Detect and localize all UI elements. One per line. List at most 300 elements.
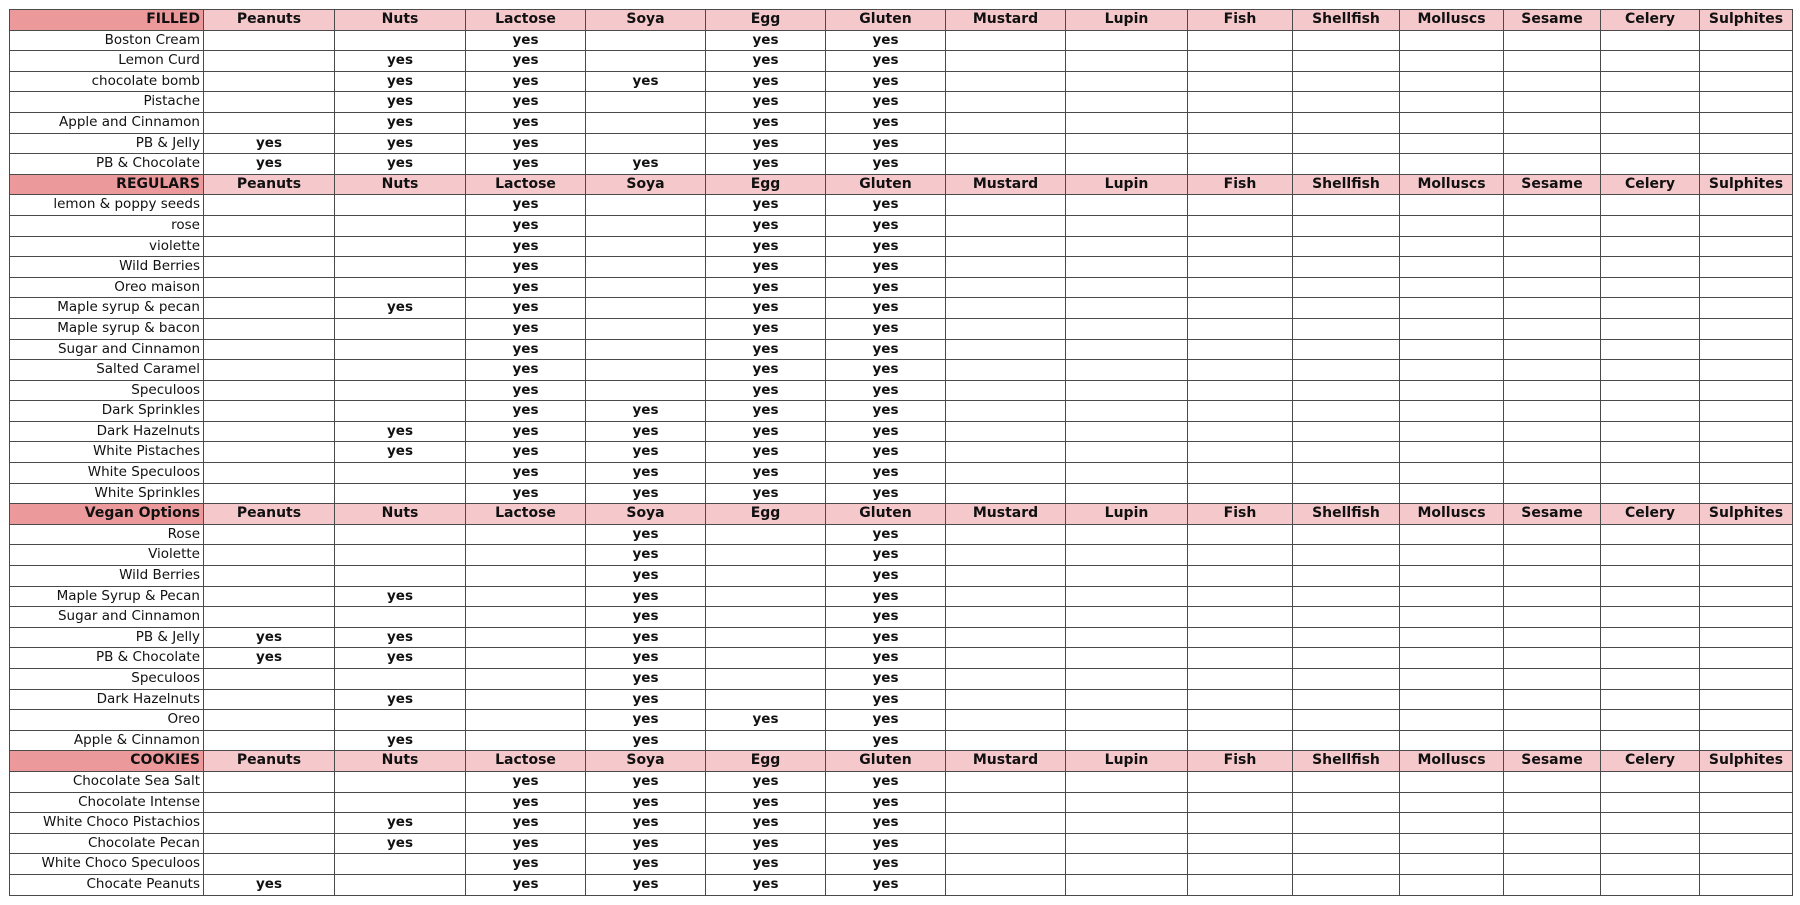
- allergen-cell-shellfish[interactable]: [1293, 339, 1400, 360]
- allergen-cell-nuts[interactable]: yes: [335, 586, 466, 607]
- allergen-cell-sesame[interactable]: [1504, 92, 1601, 113]
- allergen-cell-sesame[interactable]: [1504, 51, 1601, 72]
- allergen-cell-peanuts[interactable]: [204, 442, 335, 463]
- allergen-cell-sulphites[interactable]: [1700, 92, 1793, 113]
- item-name-cell[interactable]: PB & Chocolate: [10, 154, 204, 175]
- allergen-cell-lupin[interactable]: [1066, 833, 1188, 854]
- allergen-cell-shellfish[interactable]: [1293, 586, 1400, 607]
- allergen-cell-lactose[interactable]: yes: [466, 277, 586, 298]
- allergen-cell-lupin[interactable]: [1066, 813, 1188, 834]
- allergen-cell-gluten[interactable]: yes: [826, 483, 946, 504]
- allergen-cell-soya[interactable]: yes: [586, 607, 706, 628]
- allergen-cell-shellfish[interactable]: [1293, 195, 1400, 216]
- item-name-cell[interactable]: Wild Berries: [10, 257, 204, 278]
- item-name-cell[interactable]: White Pistaches: [10, 442, 204, 463]
- allergen-cell-sulphites[interactable]: [1700, 854, 1793, 875]
- allergen-cell-shellfish[interactable]: [1293, 30, 1400, 51]
- allergen-cell-soya[interactable]: yes: [586, 833, 706, 854]
- allergen-cell-mustard[interactable]: [946, 318, 1066, 339]
- allergen-cell-mustard[interactable]: [946, 689, 1066, 710]
- allergen-cell-nuts[interactable]: yes: [335, 51, 466, 72]
- allergen-cell-peanuts[interactable]: [204, 236, 335, 257]
- allergen-cell-shellfish[interactable]: [1293, 545, 1400, 566]
- allergen-cell-lactose[interactable]: yes: [466, 483, 586, 504]
- allergen-cell-molluscs[interactable]: [1400, 51, 1504, 72]
- allergen-cell-celery[interactable]: [1601, 421, 1700, 442]
- allergen-cell-sesame[interactable]: [1504, 710, 1601, 731]
- allergen-cell-celery[interactable]: [1601, 669, 1700, 690]
- allergen-cell-egg[interactable]: yes: [706, 401, 826, 422]
- allergen-cell-peanuts[interactable]: yes: [204, 133, 335, 154]
- allergen-cell-sesame[interactable]: [1504, 689, 1601, 710]
- allergen-cell-mustard[interactable]: [946, 792, 1066, 813]
- allergen-cell-peanuts[interactable]: [204, 833, 335, 854]
- allergen-cell-mustard[interactable]: [946, 524, 1066, 545]
- allergen-cell-egg[interactable]: yes: [706, 298, 826, 319]
- item-name-cell[interactable]: Salted Caramel: [10, 360, 204, 381]
- allergen-cell-shellfish[interactable]: [1293, 71, 1400, 92]
- allergen-cell-peanuts[interactable]: [204, 71, 335, 92]
- allergen-cell-fish[interactable]: [1188, 833, 1293, 854]
- allergen-cell-celery[interactable]: [1601, 71, 1700, 92]
- allergen-cell-molluscs[interactable]: [1400, 813, 1504, 834]
- allergen-cell-lactose[interactable]: yes: [466, 195, 586, 216]
- item-name-cell[interactable]: White Speculoos: [10, 463, 204, 484]
- allergen-cell-lactose[interactable]: yes: [466, 442, 586, 463]
- allergen-cell-celery[interactable]: [1601, 689, 1700, 710]
- allergen-cell-peanuts[interactable]: [204, 483, 335, 504]
- allergen-cell-shellfish[interactable]: [1293, 442, 1400, 463]
- allergen-cell-sesame[interactable]: [1504, 483, 1601, 504]
- allergen-cell-shellfish[interactable]: [1293, 154, 1400, 175]
- allergen-cell-nuts[interactable]: yes: [335, 71, 466, 92]
- allergen-cell-molluscs[interactable]: [1400, 133, 1504, 154]
- item-name-cell[interactable]: Violette: [10, 545, 204, 566]
- column-header-nuts[interactable]: Nuts: [335, 174, 466, 195]
- allergen-cell-gluten[interactable]: yes: [826, 730, 946, 751]
- allergen-cell-lupin[interactable]: [1066, 236, 1188, 257]
- allergen-cell-lupin[interactable]: [1066, 730, 1188, 751]
- allergen-cell-soya[interactable]: [586, 257, 706, 278]
- allergen-cell-sulphites[interactable]: [1700, 51, 1793, 72]
- allergen-cell-lactose[interactable]: yes: [466, 833, 586, 854]
- allergen-cell-fish[interactable]: [1188, 30, 1293, 51]
- item-name-cell[interactable]: rose: [10, 215, 204, 236]
- allergen-cell-celery[interactable]: [1601, 236, 1700, 257]
- allergen-cell-fish[interactable]: [1188, 648, 1293, 669]
- column-header-lupin[interactable]: Lupin: [1066, 504, 1188, 525]
- allergen-cell-peanuts[interactable]: [204, 689, 335, 710]
- allergen-cell-gluten[interactable]: yes: [826, 215, 946, 236]
- item-name-cell[interactable]: Dark Hazelnuts: [10, 421, 204, 442]
- allergen-cell-celery[interactable]: [1601, 792, 1700, 813]
- allergen-cell-celery[interactable]: [1601, 813, 1700, 834]
- allergen-cell-fish[interactable]: [1188, 771, 1293, 792]
- allergen-cell-soya[interactable]: [586, 380, 706, 401]
- item-name-cell[interactable]: Speculoos: [10, 380, 204, 401]
- allergen-cell-lactose[interactable]: yes: [466, 154, 586, 175]
- allergen-cell-shellfish[interactable]: [1293, 236, 1400, 257]
- allergen-cell-sulphites[interactable]: [1700, 30, 1793, 51]
- allergen-cell-fish[interactable]: [1188, 463, 1293, 484]
- allergen-cell-celery[interactable]: [1601, 874, 1700, 895]
- allergen-cell-nuts[interactable]: [335, 277, 466, 298]
- allergen-cell-fish[interactable]: [1188, 627, 1293, 648]
- allergen-cell-molluscs[interactable]: [1400, 627, 1504, 648]
- allergen-cell-sulphites[interactable]: [1700, 71, 1793, 92]
- allergen-cell-lactose[interactable]: [466, 607, 586, 628]
- allergen-cell-mustard[interactable]: [946, 854, 1066, 875]
- allergen-cell-molluscs[interactable]: [1400, 771, 1504, 792]
- allergen-cell-sesame[interactable]: [1504, 401, 1601, 422]
- allergen-cell-gluten[interactable]: yes: [826, 133, 946, 154]
- allergen-cell-shellfish[interactable]: [1293, 874, 1400, 895]
- allergen-cell-molluscs[interactable]: [1400, 339, 1504, 360]
- allergen-cell-egg[interactable]: yes: [706, 813, 826, 834]
- allergen-cell-lupin[interactable]: [1066, 442, 1188, 463]
- item-name-cell[interactable]: Oreo maison: [10, 277, 204, 298]
- allergen-cell-egg[interactable]: yes: [706, 421, 826, 442]
- allergen-cell-mustard[interactable]: [946, 669, 1066, 690]
- allergen-cell-peanuts[interactable]: [204, 92, 335, 113]
- allergen-cell-celery[interactable]: [1601, 30, 1700, 51]
- allergen-cell-peanuts[interactable]: [204, 524, 335, 545]
- allergen-cell-lactose[interactable]: yes: [466, 215, 586, 236]
- allergen-cell-nuts[interactable]: [335, 360, 466, 381]
- allergen-cell-lupin[interactable]: [1066, 545, 1188, 566]
- allergen-cell-peanuts[interactable]: [204, 318, 335, 339]
- allergen-cell-egg[interactable]: [706, 524, 826, 545]
- allergen-cell-shellfish[interactable]: [1293, 277, 1400, 298]
- column-header-lactose[interactable]: Lactose: [466, 504, 586, 525]
- allergen-cell-fish[interactable]: [1188, 195, 1293, 216]
- allergen-cell-gluten[interactable]: yes: [826, 277, 946, 298]
- allergen-cell-shellfish[interactable]: [1293, 813, 1400, 834]
- allergen-cell-mustard[interactable]: [946, 463, 1066, 484]
- allergen-cell-molluscs[interactable]: [1400, 277, 1504, 298]
- allergen-cell-lupin[interactable]: [1066, 463, 1188, 484]
- allergen-cell-soya[interactable]: yes: [586, 710, 706, 731]
- allergen-cell-lactose[interactable]: yes: [466, 318, 586, 339]
- allergen-cell-gluten[interactable]: yes: [826, 360, 946, 381]
- allergen-cell-sesame[interactable]: [1504, 627, 1601, 648]
- allergen-cell-sulphites[interactable]: [1700, 257, 1793, 278]
- allergen-cell-molluscs[interactable]: [1400, 648, 1504, 669]
- allergen-cell-lupin[interactable]: [1066, 710, 1188, 731]
- allergen-cell-mustard[interactable]: [946, 833, 1066, 854]
- allergen-cell-molluscs[interactable]: [1400, 154, 1504, 175]
- allergen-cell-peanuts[interactable]: [204, 401, 335, 422]
- allergen-cell-soya[interactable]: yes: [586, 874, 706, 895]
- allergen-cell-lupin[interactable]: [1066, 669, 1188, 690]
- allergen-cell-fish[interactable]: [1188, 92, 1293, 113]
- allergen-cell-fish[interactable]: [1188, 133, 1293, 154]
- allergen-cell-molluscs[interactable]: [1400, 730, 1504, 751]
- allergen-cell-molluscs[interactable]: [1400, 792, 1504, 813]
- allergen-cell-sesame[interactable]: [1504, 71, 1601, 92]
- allergen-cell-nuts[interactable]: [335, 483, 466, 504]
- allergen-cell-sesame[interactable]: [1504, 195, 1601, 216]
- allergen-cell-gluten[interactable]: yes: [826, 51, 946, 72]
- allergen-cell-fish[interactable]: [1188, 298, 1293, 319]
- item-name-cell[interactable]: Dark Hazelnuts: [10, 689, 204, 710]
- allergen-cell-sulphites[interactable]: [1700, 669, 1793, 690]
- allergen-cell-nuts[interactable]: [335, 545, 466, 566]
- allergen-cell-lupin[interactable]: [1066, 627, 1188, 648]
- allergen-cell-nuts[interactable]: [335, 524, 466, 545]
- allergen-cell-lupin[interactable]: [1066, 318, 1188, 339]
- item-name-cell[interactable]: Chocolate Pecan: [10, 833, 204, 854]
- allergen-cell-gluten[interactable]: yes: [826, 195, 946, 216]
- allergen-cell-lupin[interactable]: [1066, 874, 1188, 895]
- allergen-cell-peanuts[interactable]: [204, 607, 335, 628]
- allergen-cell-lupin[interactable]: [1066, 566, 1188, 587]
- item-name-cell[interactable]: Sugar and Cinnamon: [10, 339, 204, 360]
- allergen-cell-egg[interactable]: yes: [706, 257, 826, 278]
- allergen-cell-peanuts[interactable]: [204, 730, 335, 751]
- allergen-cell-egg[interactable]: [706, 730, 826, 751]
- allergen-cell-soya[interactable]: [586, 318, 706, 339]
- allergen-cell-gluten[interactable]: yes: [826, 112, 946, 133]
- allergen-cell-egg[interactable]: yes: [706, 318, 826, 339]
- allergen-cell-shellfish[interactable]: [1293, 710, 1400, 731]
- allergen-cell-nuts[interactable]: [335, 380, 466, 401]
- allergen-cell-egg[interactable]: yes: [706, 339, 826, 360]
- allergen-cell-peanuts[interactable]: [204, 813, 335, 834]
- column-header-nuts[interactable]: Nuts: [335, 10, 466, 31]
- allergen-cell-nuts[interactable]: yes: [335, 92, 466, 113]
- item-name-cell[interactable]: Lemon Curd: [10, 51, 204, 72]
- allergen-cell-sulphites[interactable]: [1700, 421, 1793, 442]
- allergen-cell-lupin[interactable]: [1066, 112, 1188, 133]
- allergen-cell-peanuts[interactable]: [204, 421, 335, 442]
- allergen-cell-molluscs[interactable]: [1400, 545, 1504, 566]
- allergen-cell-peanuts[interactable]: [204, 586, 335, 607]
- allergen-cell-celery[interactable]: [1601, 730, 1700, 751]
- allergen-cell-lactose[interactable]: yes: [466, 380, 586, 401]
- column-header-celery[interactable]: Celery: [1601, 751, 1700, 772]
- allergen-cell-lactose[interactable]: yes: [466, 257, 586, 278]
- allergen-cell-peanuts[interactable]: [204, 792, 335, 813]
- column-header-egg[interactable]: Egg: [706, 504, 826, 525]
- allergen-cell-celery[interactable]: [1601, 483, 1700, 504]
- allergen-cell-egg[interactable]: yes: [706, 483, 826, 504]
- allergen-cell-shellfish[interactable]: [1293, 360, 1400, 381]
- allergen-cell-gluten[interactable]: yes: [826, 71, 946, 92]
- allergen-cell-egg[interactable]: yes: [706, 236, 826, 257]
- allergen-cell-molluscs[interactable]: [1400, 566, 1504, 587]
- allergen-cell-lupin[interactable]: [1066, 51, 1188, 72]
- section-title[interactable]: FILLED: [10, 10, 204, 31]
- allergen-cell-mustard[interactable]: [946, 154, 1066, 175]
- allergen-cell-egg[interactable]: [706, 566, 826, 587]
- allergen-cell-gluten[interactable]: yes: [826, 380, 946, 401]
- item-name-cell[interactable]: lemon & poppy seeds: [10, 195, 204, 216]
- allergen-cell-shellfish[interactable]: [1293, 771, 1400, 792]
- allergen-cell-sesame[interactable]: [1504, 833, 1601, 854]
- allergen-cell-lactose[interactable]: yes: [466, 51, 586, 72]
- column-header-nuts[interactable]: Nuts: [335, 751, 466, 772]
- allergen-cell-gluten[interactable]: yes: [826, 236, 946, 257]
- allergen-cell-egg[interactable]: yes: [706, 154, 826, 175]
- allergen-cell-shellfish[interactable]: [1293, 463, 1400, 484]
- allergen-cell-fish[interactable]: [1188, 442, 1293, 463]
- allergen-cell-sesame[interactable]: [1504, 648, 1601, 669]
- allergen-cell-sesame[interactable]: [1504, 463, 1601, 484]
- allergen-cell-sulphites[interactable]: [1700, 524, 1793, 545]
- allergen-cell-sesame[interactable]: [1504, 236, 1601, 257]
- allergen-cell-fish[interactable]: [1188, 380, 1293, 401]
- allergen-cell-molluscs[interactable]: [1400, 92, 1504, 113]
- allergen-cell-molluscs[interactable]: [1400, 71, 1504, 92]
- allergen-cell-soya[interactable]: [586, 30, 706, 51]
- allergen-cell-lupin[interactable]: [1066, 689, 1188, 710]
- allergen-cell-soya[interactable]: yes: [586, 689, 706, 710]
- allergen-cell-mustard[interactable]: [946, 730, 1066, 751]
- allergen-cell-peanuts[interactable]: [204, 380, 335, 401]
- allergen-cell-sulphites[interactable]: [1700, 627, 1793, 648]
- item-name-cell[interactable]: White Choco Pistachios: [10, 813, 204, 834]
- allergen-cell-fish[interactable]: [1188, 215, 1293, 236]
- allergen-cell-gluten[interactable]: yes: [826, 154, 946, 175]
- allergen-cell-shellfish[interactable]: [1293, 792, 1400, 813]
- allergen-cell-celery[interactable]: [1601, 277, 1700, 298]
- allergen-cell-nuts[interactable]: yes: [335, 627, 466, 648]
- allergen-cell-egg[interactable]: yes: [706, 360, 826, 381]
- allergen-cell-celery[interactable]: [1601, 566, 1700, 587]
- item-name-cell[interactable]: Chocate Peanuts: [10, 874, 204, 895]
- allergen-cell-nuts[interactable]: yes: [335, 154, 466, 175]
- allergen-cell-fish[interactable]: [1188, 401, 1293, 422]
- allergen-cell-soya[interactable]: [586, 236, 706, 257]
- allergen-cell-molluscs[interactable]: [1400, 710, 1504, 731]
- column-header-egg[interactable]: Egg: [706, 751, 826, 772]
- allergen-cell-fish[interactable]: [1188, 669, 1293, 690]
- allergen-cell-egg[interactable]: yes: [706, 133, 826, 154]
- allergen-cell-sesame[interactable]: [1504, 215, 1601, 236]
- item-name-cell[interactable]: PB & Chocolate: [10, 648, 204, 669]
- allergen-cell-mustard[interactable]: [946, 133, 1066, 154]
- allergen-cell-soya[interactable]: yes: [586, 421, 706, 442]
- allergen-cell-sulphites[interactable]: [1700, 133, 1793, 154]
- column-header-mustard[interactable]: Mustard: [946, 174, 1066, 195]
- allergen-cell-egg[interactable]: [706, 545, 826, 566]
- allergen-cell-fish[interactable]: [1188, 483, 1293, 504]
- allergen-cell-soya[interactable]: [586, 215, 706, 236]
- allergen-cell-gluten[interactable]: yes: [826, 874, 946, 895]
- allergen-cell-nuts[interactable]: [335, 710, 466, 731]
- allergen-cell-egg[interactable]: yes: [706, 195, 826, 216]
- allergen-cell-mustard[interactable]: [946, 236, 1066, 257]
- allergen-cell-egg[interactable]: yes: [706, 771, 826, 792]
- allergen-cell-fish[interactable]: [1188, 854, 1293, 875]
- column-header-lactose[interactable]: Lactose: [466, 174, 586, 195]
- allergen-cell-shellfish[interactable]: [1293, 298, 1400, 319]
- allergen-cell-sulphites[interactable]: [1700, 401, 1793, 422]
- column-header-sesame[interactable]: Sesame: [1504, 174, 1601, 195]
- allergen-cell-soya[interactable]: [586, 360, 706, 381]
- allergen-cell-molluscs[interactable]: [1400, 380, 1504, 401]
- allergen-cell-gluten[interactable]: yes: [826, 833, 946, 854]
- allergen-cell-nuts[interactable]: yes: [335, 813, 466, 834]
- allergen-cell-lupin[interactable]: [1066, 71, 1188, 92]
- allergen-cell-egg[interactable]: [706, 586, 826, 607]
- allergen-cell-soya[interactable]: yes: [586, 463, 706, 484]
- allergen-cell-mustard[interactable]: [946, 30, 1066, 51]
- column-header-lactose[interactable]: Lactose: [466, 751, 586, 772]
- allergen-cell-nuts[interactable]: [335, 874, 466, 895]
- allergen-cell-sulphites[interactable]: [1700, 607, 1793, 628]
- allergen-cell-shellfish[interactable]: [1293, 730, 1400, 751]
- column-header-peanuts[interactable]: Peanuts: [204, 10, 335, 31]
- allergen-cell-molluscs[interactable]: [1400, 586, 1504, 607]
- allergen-cell-egg[interactable]: [706, 607, 826, 628]
- allergen-cell-celery[interactable]: [1601, 648, 1700, 669]
- allergen-cell-egg[interactable]: yes: [706, 442, 826, 463]
- allergen-cell-sulphites[interactable]: [1700, 483, 1793, 504]
- allergen-cell-nuts[interactable]: [335, 257, 466, 278]
- allergen-cell-gluten[interactable]: yes: [826, 586, 946, 607]
- allergen-cell-soya[interactable]: yes: [586, 483, 706, 504]
- allergen-cell-sulphites[interactable]: [1700, 298, 1793, 319]
- allergen-cell-molluscs[interactable]: [1400, 401, 1504, 422]
- column-header-peanuts[interactable]: Peanuts: [204, 751, 335, 772]
- allergen-cell-egg[interactable]: yes: [706, 112, 826, 133]
- allergen-cell-soya[interactable]: [586, 112, 706, 133]
- allergen-cell-fish[interactable]: [1188, 545, 1293, 566]
- allergen-cell-sesame[interactable]: [1504, 854, 1601, 875]
- allergen-cell-molluscs[interactable]: [1400, 421, 1504, 442]
- item-name-cell[interactable]: Chocolate Sea Salt: [10, 771, 204, 792]
- allergen-cell-celery[interactable]: [1601, 51, 1700, 72]
- allergen-cell-sulphites[interactable]: [1700, 215, 1793, 236]
- allergen-cell-lactose[interactable]: yes: [466, 463, 586, 484]
- allergen-cell-sulphites[interactable]: [1700, 833, 1793, 854]
- allergen-cell-fish[interactable]: [1188, 339, 1293, 360]
- allergen-cell-peanuts[interactable]: yes: [204, 627, 335, 648]
- column-header-fish[interactable]: Fish: [1188, 10, 1293, 31]
- allergen-cell-sulphites[interactable]: [1700, 463, 1793, 484]
- column-header-lupin[interactable]: Lupin: [1066, 751, 1188, 772]
- column-header-sulphites[interactable]: Sulphites: [1700, 174, 1793, 195]
- allergen-cell-sulphites[interactable]: [1700, 442, 1793, 463]
- item-name-cell[interactable]: PB & Jelly: [10, 133, 204, 154]
- allergen-cell-lactose[interactable]: yes: [466, 71, 586, 92]
- allergen-cell-gluten[interactable]: yes: [826, 566, 946, 587]
- allergen-cell-lupin[interactable]: [1066, 298, 1188, 319]
- column-header-shellfish[interactable]: Shellfish: [1293, 504, 1400, 525]
- allergen-cell-gluten[interactable]: yes: [826, 813, 946, 834]
- allergen-cell-shellfish[interactable]: [1293, 689, 1400, 710]
- allergen-cell-molluscs[interactable]: [1400, 318, 1504, 339]
- allergen-cell-nuts[interactable]: [335, 792, 466, 813]
- allergen-cell-soya[interactable]: yes: [586, 401, 706, 422]
- column-header-soya[interactable]: Soya: [586, 10, 706, 31]
- allergen-cell-peanuts[interactable]: yes: [204, 648, 335, 669]
- allergen-cell-molluscs[interactable]: [1400, 442, 1504, 463]
- allergen-cell-celery[interactable]: [1601, 154, 1700, 175]
- allergen-cell-egg[interactable]: yes: [706, 30, 826, 51]
- allergen-cell-sesame[interactable]: [1504, 154, 1601, 175]
- column-header-sesame[interactable]: Sesame: [1504, 751, 1601, 772]
- allergen-cell-shellfish[interactable]: [1293, 401, 1400, 422]
- allergen-cell-soya[interactable]: yes: [586, 730, 706, 751]
- allergen-cell-egg[interactable]: yes: [706, 380, 826, 401]
- allergen-cell-peanuts[interactable]: [204, 277, 335, 298]
- allergen-cell-sulphites[interactable]: [1700, 689, 1793, 710]
- allergen-cell-shellfish[interactable]: [1293, 524, 1400, 545]
- allergen-cell-mustard[interactable]: [946, 710, 1066, 731]
